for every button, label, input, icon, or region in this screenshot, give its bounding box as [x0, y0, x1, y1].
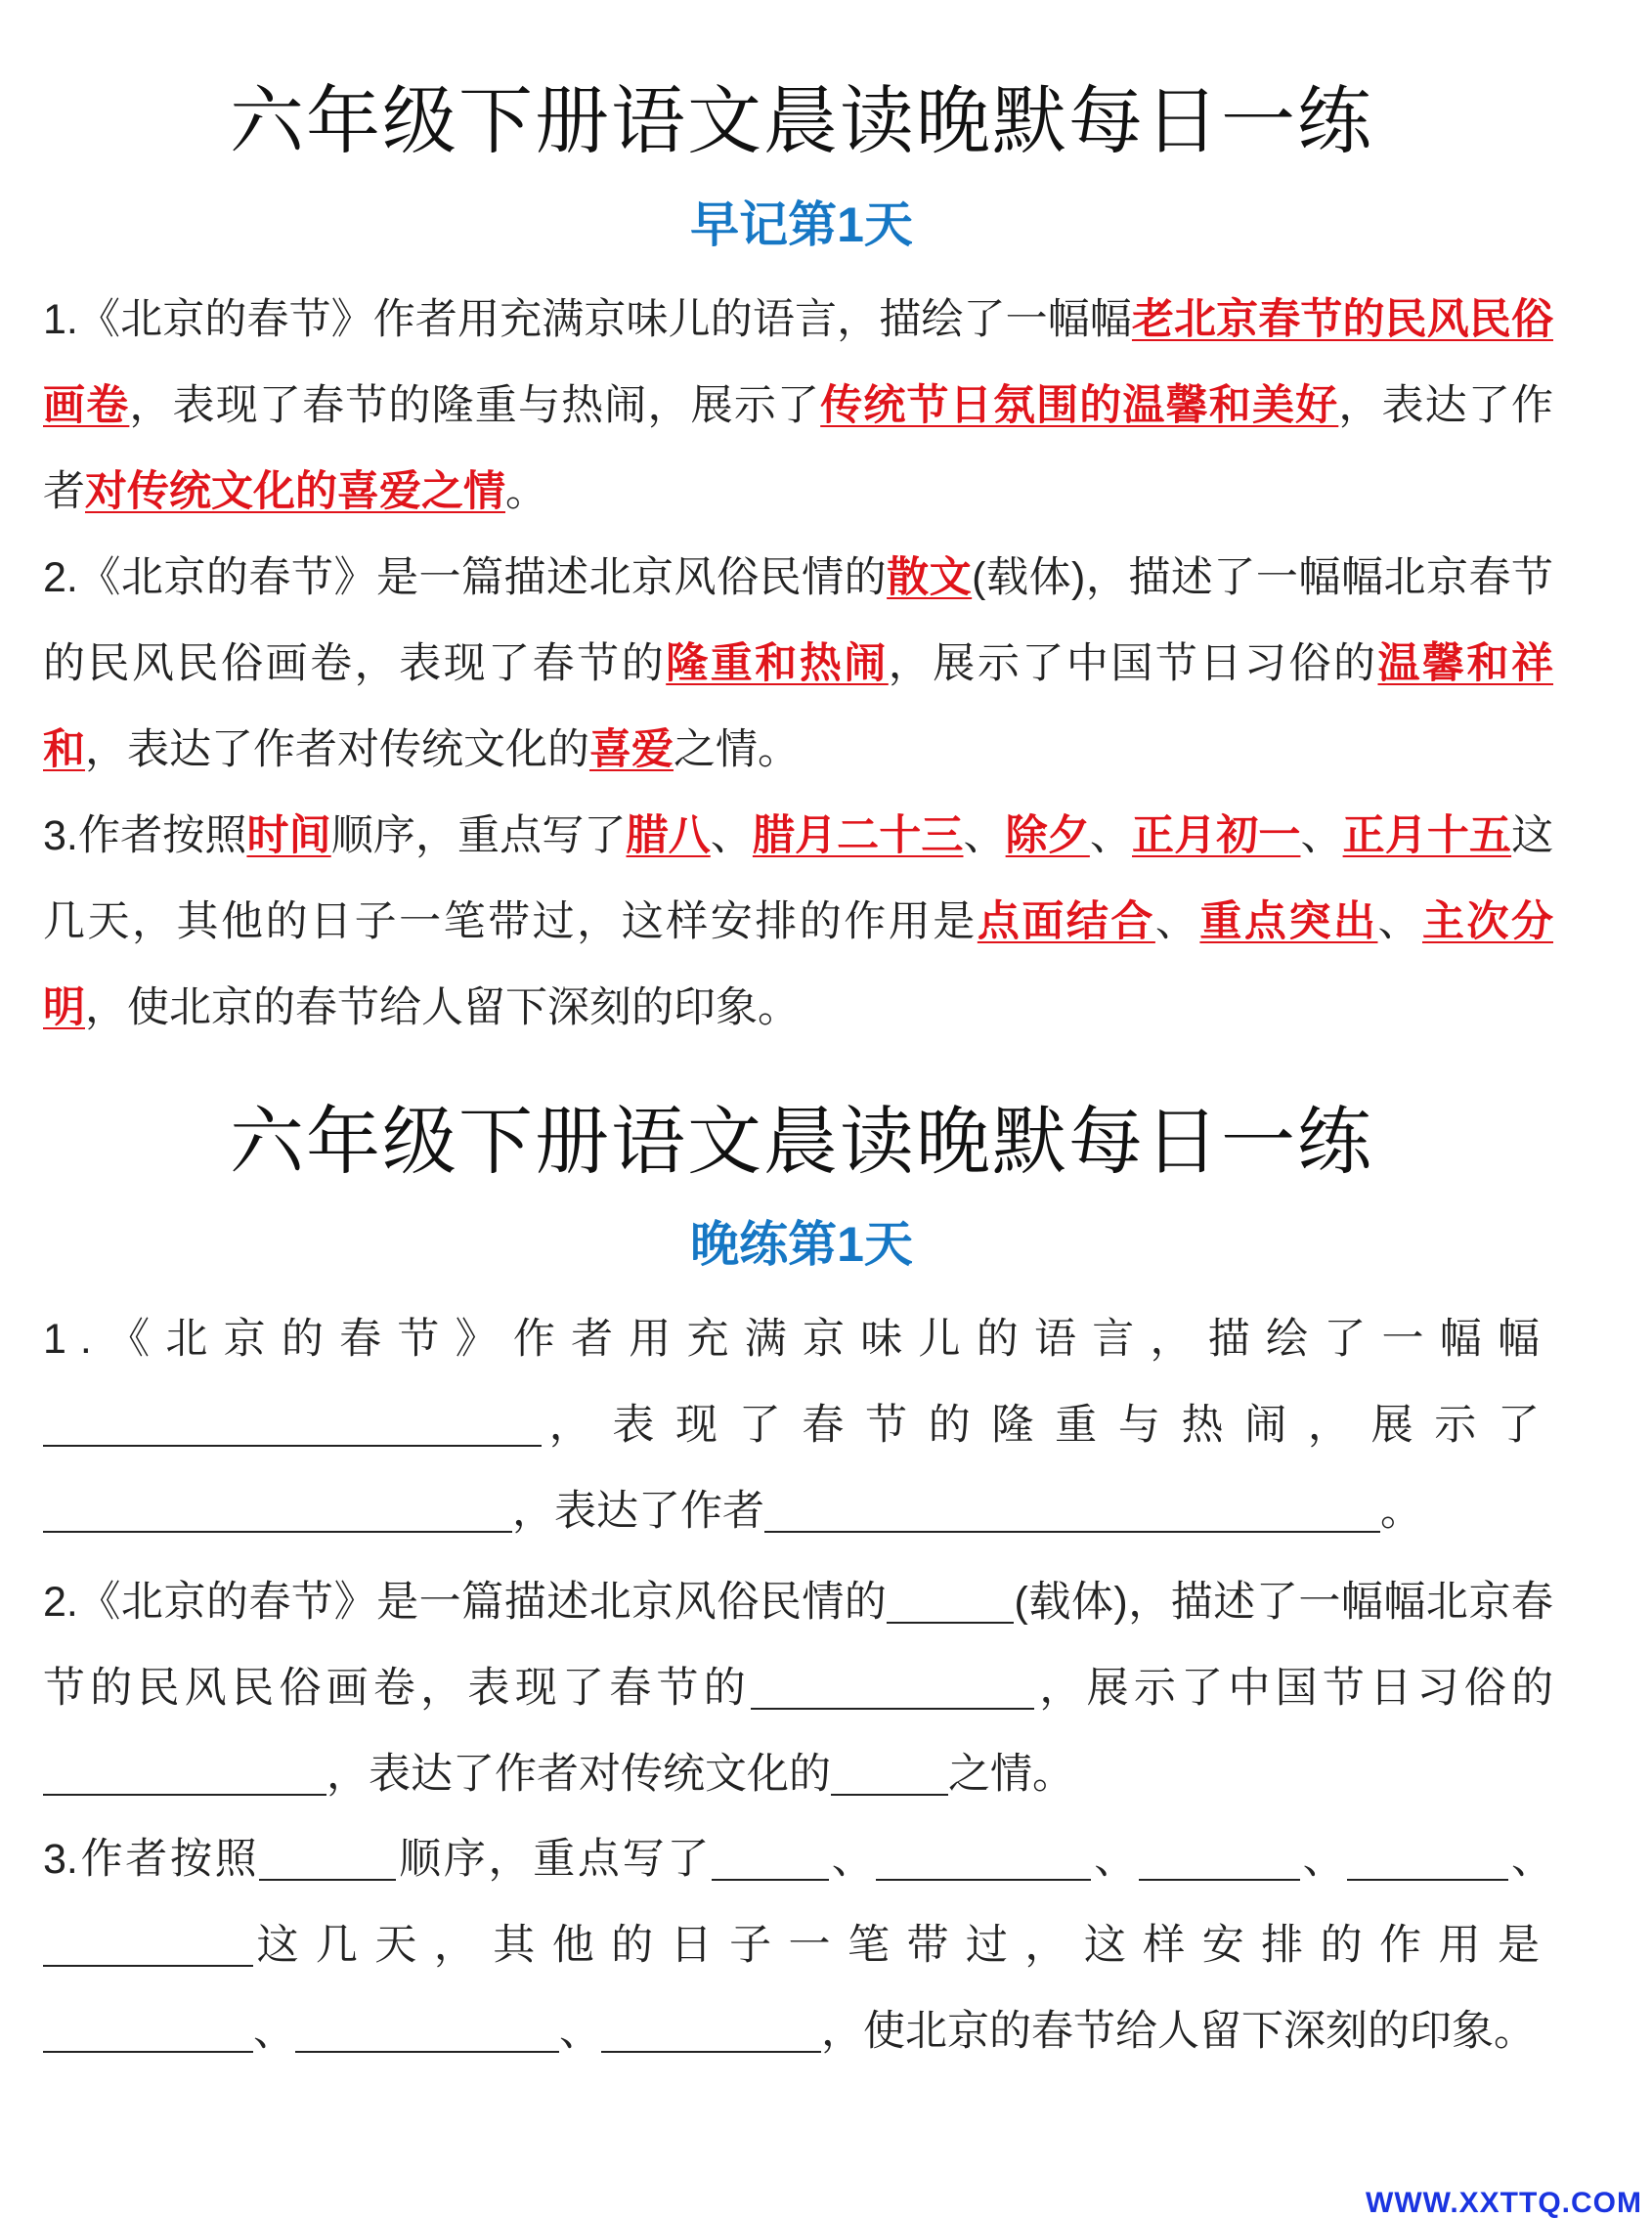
evening-question-2: 2.《北京的春节》是一篇描述北京风俗民情的 (载体)，描述了一幅幅北京春节的民风民俗画卷，表现了春节的 ，展示了中国节日习俗的，表达了作者对传统文化的 之情。	[43, 1579, 1554, 1798]
answer: 重点突出	[1199, 898, 1378, 945]
answer: 传统节日氛围的温馨和美好	[820, 382, 1339, 429]
morning-subtitle: 早记第1天	[690, 197, 913, 252]
answer-blank[interactable]	[43, 1489, 512, 1533]
answer: 隆重和热闹	[666, 640, 889, 687]
site-watermark: WWW.XXTTQ.COM	[1366, 2187, 1642, 2219]
answer: 正月十五	[1342, 812, 1512, 859]
evening-question-1: 1.《北京的春节》作者用充满京味儿的语言，描绘了一幅幅，表现了春节的隆重与热闹，展示了，表达了作者 。	[43, 1316, 1553, 1535]
answer-blank[interactable]	[259, 1837, 396, 1881]
evening-question-3: 3.作者按照 顺序，重点写了 、 、 、 、这几天，其他的日子一笔带过，这样安排的作用是、 、 ，使北京的春节给人留下深刻的印象。	[43, 1836, 1554, 2055]
answer: 正月初一	[1132, 812, 1301, 859]
answer-blank[interactable]	[43, 1923, 253, 1967]
morning-title: 六年级下册语文晨读晚默每日一练	[230, 77, 1373, 164]
evening-subtitle: 晚练第1天	[690, 1217, 913, 1272]
answer: 点面结合	[977, 898, 1155, 945]
answer-blank[interactable]	[43, 2009, 253, 2053]
answer: 温馨和祥和	[43, 640, 1554, 773]
answer-blank[interactable]	[295, 2009, 559, 2053]
morning-question-1: 1.《北京的春节》作者用充满京味儿的语言，描绘了一幅幅老北京春节的民风民俗画卷，表现了春节的隆重与热闹，展示了传统节日氛围的温馨和美好，表达了作者对传统文化的喜爱之情。	[43, 296, 1554, 515]
answer: 腊月二十三	[752, 812, 964, 859]
answer-blank[interactable]	[876, 1837, 1091, 1881]
evening-title: 六年级下册语文晨读晚默每日一练	[230, 1098, 1373, 1185]
answer-blank[interactable]	[887, 1580, 1014, 1624]
answer-blank[interactable]	[712, 1837, 829, 1881]
answer: 对传统文化的喜爱之情	[85, 468, 505, 515]
answer-blank[interactable]	[43, 1403, 542, 1447]
morning-question-2: 2.《北京的春节》是一篇描述北京风俗民情的散文(载体)，描述了一幅幅北京春节的民风民俗画卷，表现了春节的隆重和热闹，展示了中国节日习俗的温馨和祥和，表达了作者对传统文化的喜爱之情。	[43, 554, 1554, 773]
answer-blank[interactable]	[764, 1489, 1380, 1533]
answer: 除夕	[1005, 812, 1090, 859]
answer: 老北京春节的民风民俗画卷	[43, 296, 1553, 429]
answer-blank[interactable]	[831, 1752, 948, 1796]
answer: 腊八	[626, 812, 711, 859]
answer-blank[interactable]	[751, 1666, 1034, 1710]
answer: 散文	[887, 554, 973, 601]
answer-blank[interactable]	[1347, 1837, 1508, 1881]
morning-question-3: 3.作者按照时间顺序，重点写了腊八、腊月二十三、除夕、正月初一、正月十五这几天，其他的日子一笔带过，这样安排的作用是点面结合、重点突出、主次分明，使北京的春节给人留下深刻的印象。	[43, 812, 1554, 1031]
answer: 时间	[246, 812, 331, 859]
answer: 喜爱	[589, 726, 674, 773]
answer-blank[interactable]	[601, 2009, 821, 2053]
answer: 主次分明	[43, 898, 1554, 1031]
answer-blank[interactable]	[43, 1752, 326, 1796]
answer-blank[interactable]	[1139, 1837, 1300, 1881]
